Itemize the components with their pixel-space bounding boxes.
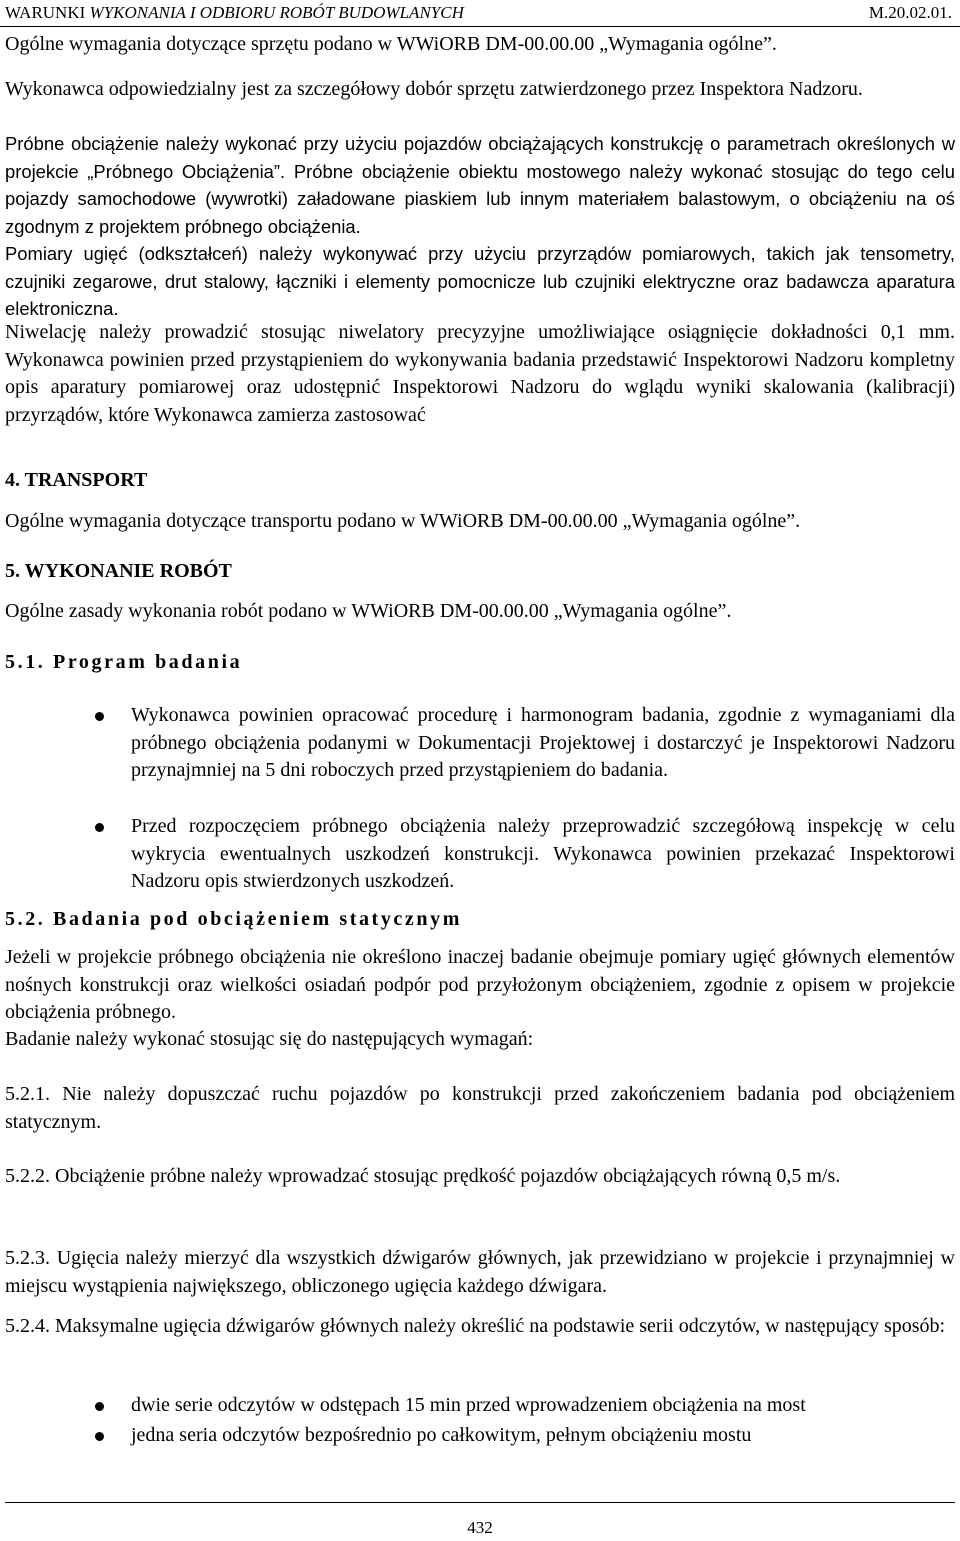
header-series-prefix: WARUNKI: [5, 3, 90, 22]
section-4-text: Ogólne wymagania dotyczące transportu podano w WWiORB DM-00.00.00 „Wymagania ogólne”.: [5, 510, 801, 532]
paragraph-levelling: Niwelację należy prowadzić stosując niwelatory precyzyjne umożliwiające osiągnięcie dokładności 0,1 mm. Wykonawca powinien przed przystąpieniem do wykonywania badania przedstawić Inspektorowi Nadzoru kompletny opis aparatury pomiarowej oraz udostępnić Inspektorowi Nadzoru do wglądu wyniki skalowania (kalibracji) przyrządów, które Wykonawca zamierza zastosować: [5, 321, 955, 426]
section-5-2-intro: Jeżeli w projekcie próbnego obciążenia nie określono inaczej badanie obejmuje pomiary ugięć głównych elementów nośnych konstrukcji oraz wielkości osiadań podpór pod przyłożonym obciążeniem, zgodnie z opisem w projekcie obciążenia próbnego.: [5, 946, 955, 1023]
header-series-title: WYKONANIA I ODBIORU ROBÓT BUDOWLANYCH: [89, 3, 464, 22]
section-5-text: Ogólne zasady wykonania robót podano w WWiORB DM-00.00.00 „Wymagania ogólne”.: [5, 600, 732, 622]
page-header: [0, 0, 960, 27]
requirement-5-2-3: 5.2.3. Ugięcia należy mierzyć dla wszystkich dźwigarów głównych, jak przewidziano w projekcie i przynajmniej w miejscu wystąpienia największego, obliczonego ugięcia każdego dźwigara.: [5, 1247, 955, 1297]
paragraph-contractor-responsibility: Wykonawca odpowiedzialny jest za szczegółowy dobór sprzętu zatwierdzonego przez Inspektora Nadzoru.: [5, 78, 863, 100]
list-item: [5, 813, 955, 896]
requirement-5-2-2: 5.2.2. Obciążenie próbne należy wprowadzać stosując prędkość pojazdów obciążających równą 0,5 m/s.: [5, 1165, 841, 1187]
bullet-icon: [95, 712, 104, 721]
footer-divider: [5, 1502, 955, 1503]
list-item: [5, 702, 955, 785]
paragraph-equipment: Ogólne wymagania dotyczące sprzętu podano w WWiORB DM-00.00.00 „Wymagania ogólne”.: [5, 33, 777, 55]
section-5-2-requirements-intro: Badanie należy wykonać stosując się do następujących wymagań:: [5, 1028, 534, 1050]
list-item-text: Wykonawca powinien opracować procedurę i harmonogram badania, zgodnie z wymaganiami dla próbnego obciążenia podanymi w Dokumentacji Projektowej i dostarczyć je Inspektorowi Nadzoru przynajmniej na 5 dni roboczych przed przystąpieniem do badania.: [131, 704, 955, 781]
list-item: [5, 1392, 955, 1420]
requirement-5-2-4: 5.2.4. Maksymalne ugięcia dźwigarów głównych należy określić na podstawie serii odczytów, w następujący sposób:: [5, 1315, 946, 1337]
bullet-icon: [95, 1402, 104, 1411]
header-series: [5, 0, 464, 26]
list-item: [5, 1422, 955, 1450]
paragraph-deflection-measurement: Pomiary ugięć (odkształceń) należy wykonywać przy użyciu przyrządów pomiarowych, takich jak tensometry, czujniki zegarowe, drut stalowy, łączniki i elementy pomocnicze lub czujniki elektryczne oraz badawcza aparatura elektroniczna.: [5, 243, 955, 319]
section-5-1-heading: 5.1. Program badania: [5, 651, 243, 673]
paragraph-test-load: [5, 130, 955, 240]
list-item-text: Przed rozpoczęciem próbnego obciążenia należy przeprowadzić szczegółową inspekcję w celu wykrycia ewentualnych uszkodzeń konstrukcji. Wykonawca powinien przekazać Inspektorowi Nadzoru opis stwierdzonych uszkodzeń.: [131, 815, 955, 892]
list-item-text: jedna seria odczytów bezpośrednio po całkowitym, pełnym obciążeniu mostu: [131, 1424, 752, 1446]
header-code: M.20.02.01.: [868, 3, 952, 22]
section-5-heading: 5. WYKONANIE ROBÓT: [5, 560, 232, 582]
bullet-icon: [95, 823, 104, 832]
list-item-text: dwie serie odczytów w odstępach 15 min przed wprowadzeniem obciążenia na most: [131, 1394, 806, 1416]
section-5-2-heading: 5.2. Badania pod obciążeniem statycznym: [5, 908, 462, 930]
paragraph-test-load-a: Próbne obciążenie należy wykonać przy użyciu pojazdów obciążających konstrukcję o parametrach określonych w projekcie „Próbnego Obciążenia”.: [5, 133, 955, 182]
bullet-icon: [95, 1432, 104, 1441]
paragraph-test-load-b: Próbne obciążenie obiektu mostowego należy wykonać stosując do tego celu pojazdy samochodowe (wywrotki) załadowane piaskiem lub innym materiałem balastowym, o obciążeniu na oś zgodnym z projektem próbnego obciążenia.: [5, 160, 955, 237]
requirement-5-2-1: 5.2.1. Nie należy dopuszczać ruchu pojazdów po konstrukcji przed zakończeniem badania pod obciążeniem statycznym.: [5, 1083, 955, 1133]
page-number: 432: [467, 1518, 493, 1537]
section-4-heading: 4. TRANSPORT: [5, 469, 148, 491]
